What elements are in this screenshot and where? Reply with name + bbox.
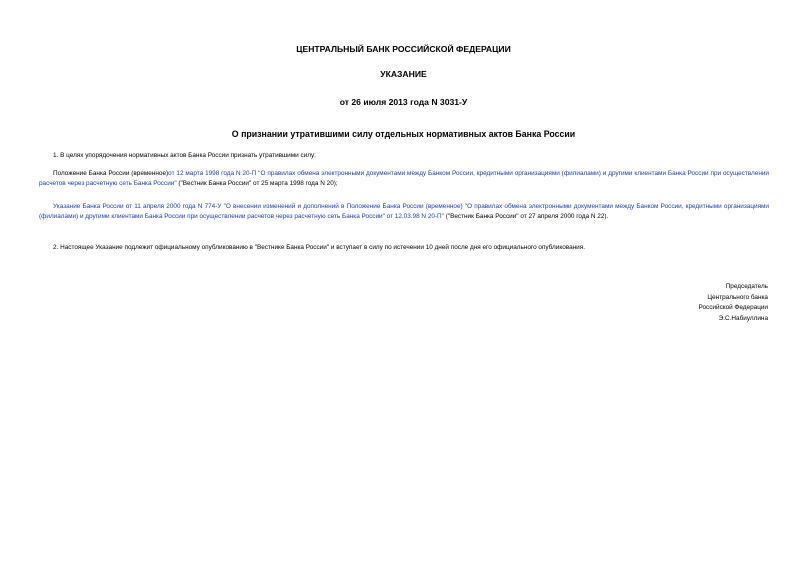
signature-country: Российской Федерации	[698, 304, 768, 312]
paragraph-item-2: 2. Настоящее Указание подлежит официальному опубликованию в "Вестнике Банка России" и вступает в силу по истечении 10 дней после дня его официального опубликования.	[53, 244, 585, 251]
issuer-title: ЦЕНТРАЛЬНЫЙ БАНК РОССИЙСКОЙ ФЕДЕРАЦИИ	[296, 44, 511, 54]
act-2-link[interactable]: Указание Банка России от 11 апреля 2000 года N 774-У "О внесении изменений и дополнений в Положение Банка России (временное) "О правилах обмена электронными документами между Банком России, кредитными организациями (филиалами) и другими клиентами Банка России при осуществлении расчетов через расчетную сеть Банка России" от 12.03.98 N 20-П"	[39, 203, 769, 221]
document-subject: О признании утратившими силу отдельных нормативных актов Банка России	[231, 129, 576, 139]
paragraph-act-1	[39, 169, 769, 189]
signature-organization: Центрального банка	[707, 293, 768, 301]
act-1-suffix: ("Вестник Банка России" от 25 марта 1998 года N 20);	[176, 180, 338, 188]
paragraph-item-1: 1. В целях упорядочения нормативных актов Банка России признать утратившими силу:	[53, 152, 316, 159]
signature-name: Э.С.Набиуллина	[718, 314, 768, 322]
signature-position: Председатель	[725, 283, 768, 290]
act-1-prefix: Положение Банка России (временное)	[53, 170, 169, 177]
act-1-link[interactable]: от 12 марта 1998 года N 20-П "О правилах обмена электронными документами между Банком России, кредитными организациями (филиалами) и другими клиентами Банка России при осуществлении расчетов через расчетную сеть Банка России"	[39, 170, 770, 188]
signature-block	[699, 282, 769, 324]
paragraph-act-2	[39, 202, 769, 222]
document-type: УКАЗАНИЕ	[380, 69, 427, 79]
act-2-suffix: ("Вестник Банка России" от 27 апреля 2000 года N 22).	[443, 213, 609, 221]
document-date-number: от 26 июля 2013 года N 3031-У	[339, 97, 468, 107]
